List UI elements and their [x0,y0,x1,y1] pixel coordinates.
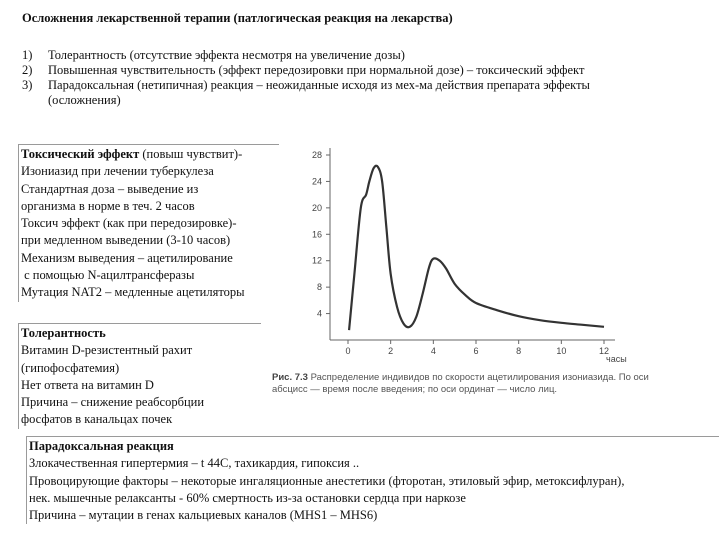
list-number: 1) [22,48,33,62]
y-tick-label: 20 [311,202,322,213]
paradox-line: Причина – мутации в генах кальциевых каналов (MHS1 – MHS6) [29,508,378,523]
toxic-heading: Токсический эффект [21,147,140,161]
toxic-line: Механизм выведения – ацетилирование [21,250,233,265]
list-item [22,78,702,93]
tolerance-line: (гипофосфатемия) [21,360,120,375]
page-title: Осложнения лекарственной терапии (патлогическая реакция на лекарства) [22,11,453,25]
toxic-line: с помощью N-ацилтрансферазы [21,268,195,283]
toxic-heading-line [21,146,279,163]
y-tick-group [312,150,330,319]
x-tick-label: 2 [388,346,394,356]
paradox-line: Злокачественная гипертермия – t 44С, тахикардия, гипоксия .. [29,456,360,471]
distribution-curve [349,166,604,330]
y-tick-label: 16 [311,229,322,240]
list-item [22,93,702,108]
list-text: Толерантность (отсутствие эффекта несмотря на увеличение дозы) [48,48,405,62]
list-number: 3) [22,78,33,92]
toxic-line: Стандартная доза – выведение из [21,181,199,196]
toxic-line: Токсич эффект (как при передозировке)- [21,216,237,231]
list-text: (осложнения) [48,93,121,107]
tolerance-line: Причина – снижение реабсорбции [21,395,205,410]
list-text: Парадоксальная (нетипичная) реакция – неожиданные исходя из мех-ма действия препарата эффекты [48,78,590,92]
paradox-line: Провоцирующие факторы – некоторые ингаляционные анестетики (фторотан, этиловый эфир, метоксифлуран), [29,473,625,488]
paradox-line: нек. мышечные релаксанты - 60% смертность из-за остановки сердца при наркозе [29,490,466,505]
x-tick-group [345,340,609,356]
tolerance-line: фосфатов в канальцах почек [21,412,173,427]
y-tick-label: 24 [311,176,322,187]
list-item [22,48,702,63]
x-tick-label: 8 [516,346,522,356]
list-text: Повышенная чувствительность (эффект передозировки при нормальной дозе) – токсический эффект [48,63,585,77]
y-tick-label: 12 [311,255,322,266]
toxic-effect-block [18,144,279,302]
list-item [22,63,702,78]
x-tick-label: 4 [430,346,436,356]
complications-list [22,48,702,108]
toxic-line: Мутация NAT2 – медленные ацетиляторы [21,285,245,300]
caption-lead: Рис. 7.3 [272,372,308,383]
x-tick-label: 12 [598,346,610,356]
tolerance-heading: Толерантность [21,326,106,340]
tolerance-block [18,323,261,429]
list-number: 2) [22,63,33,77]
chart-svg [300,140,640,362]
toxic-heading-rest: (повыш чувствит)- [139,147,243,161]
x-axis-label: часы [606,354,627,362]
x-tick-label: 6 [473,346,479,356]
y-tick-label: 4 [316,308,322,319]
list-number [22,93,48,108]
y-tick-label: 28 [311,150,322,160]
toxic-line: организма в норме в теч. 2 часов [21,198,195,213]
acetylation-chart [300,140,640,362]
figure-caption [272,372,682,396]
x-tick-label: 0 [345,346,351,356]
tolerance-line: Нет ответа на витамин D [21,377,154,392]
toxic-line: при медленном выведении (3-10 часов) [21,233,231,248]
toxic-line: Изониазид при лечении туберкулеза [21,164,214,179]
y-tick-label: 8 [316,282,322,293]
x-tick-label: 10 [556,346,567,356]
tolerance-line: Витамин D-резистентный рахит [21,343,193,358]
paradox-heading: Парадоксальная реакция [29,439,174,453]
caption-text: Распределение индивидов по скорости ацетилирования изониазида. По оси абсцисс — время после введения; по оси ординат — число лиц. [272,372,649,395]
paradox-block [26,436,719,524]
